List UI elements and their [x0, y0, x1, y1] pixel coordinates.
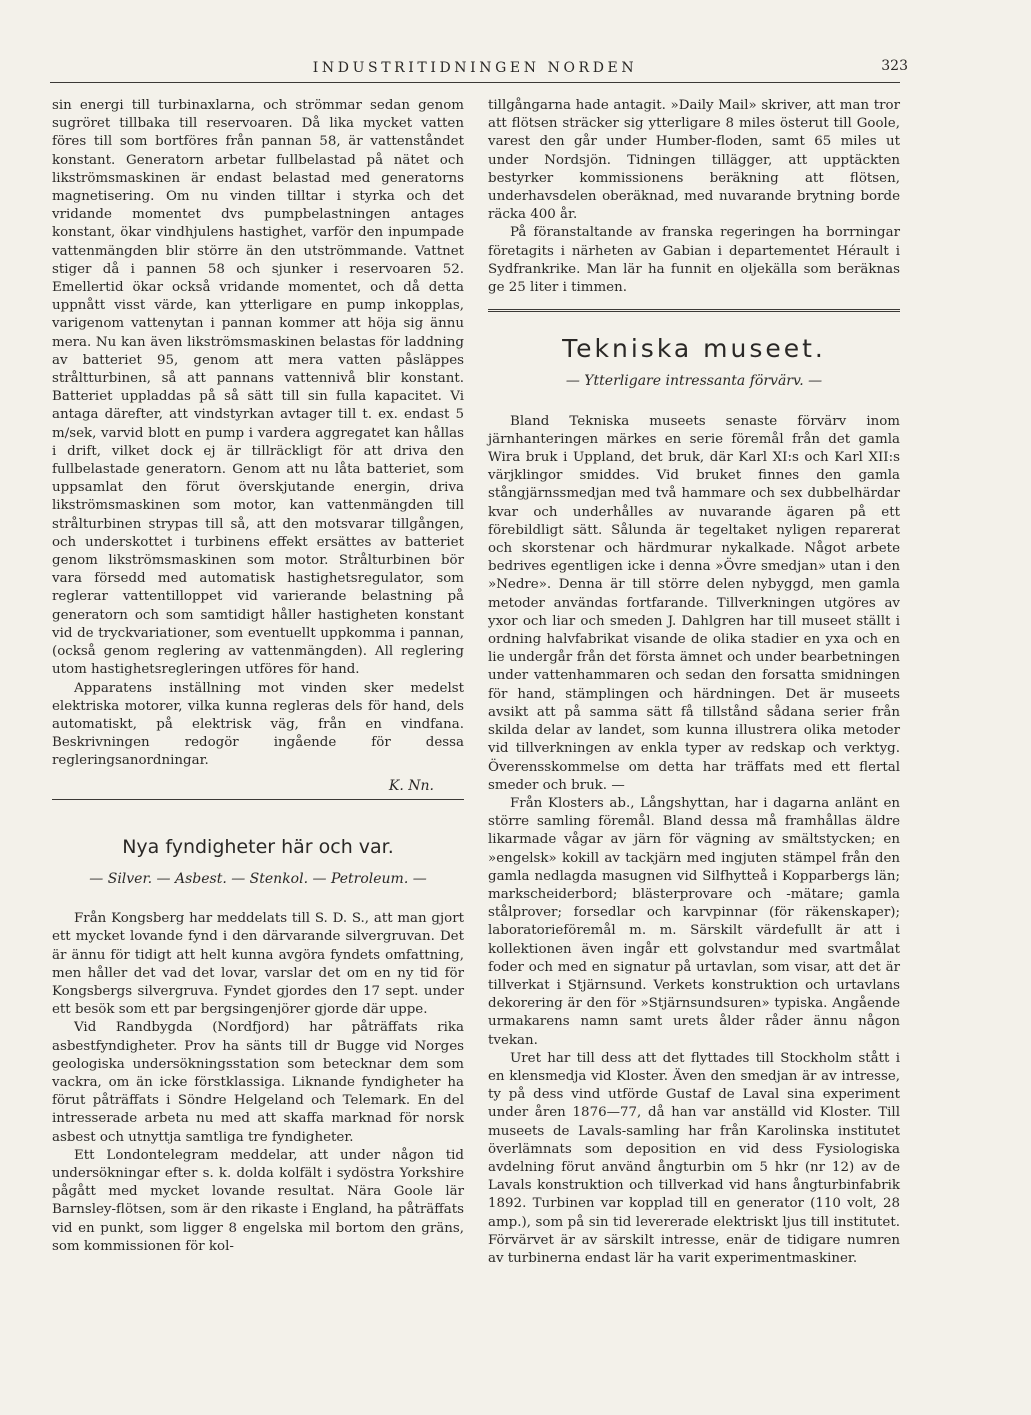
article-text: tillgångarna hade antagit. »Daily Mail» skriver, att man tror att flötsen sträcker sig ytterligare 8 miles österut till Goole, varest den går under Humber-floden, samt 65 miles ut under Nordsjön. Tidningen tillägger, att upptäckten bestyrker kommissionens beräkning att flötsen, underhavsdelen oberäknad, med nuvarande brytning borde räcka 400 år.: [488, 98, 900, 223]
page-header: [50, 58, 908, 80]
article-text: sin energi till turbinaxlarna, och strömmar sedan genom sugröret tillbaka till reservoaren. Då lika mycket vatten föres till som bortföres från pannan 58, är vattenståndet konstant. Generatorn arbetar fullbelastad på nätet och likströmsmaskinen är endast belastad med generatorns magnetisering. Om nu vinden tilltar i styrka och det vridande momentet dvs pumpbelastningen antages konstant, ökar vindhjulens hastighet, varför den inpumpade vattenmängden blir större än den utströmmande. Vattnet stiger då i pannen 58 och sjunker i reservoaren 52. Emellertid ökar också vridande momentet, och då detta uppnått visst värde, kan ytterligare en pump inkopplas, varigenom vattenytan i pannan kommer att höja sig ännu mera. Nu kan även likströmsmaskinen belastas för laddning av batteriet 95, genom att mera vatten påsläppes stråltturbinen, så att pannans vattennivå blir konstant. Batteriet uppladdas på så sätt till sin fulla kapacitet. Vi antaga därefter, att vindstyrkan avtager till t. ex. endast 5 m/sek, varvid blott en pump i vardera aggregatet kan hållas i drift, vilket dock ej är tillräckligt för att driva den fullbelastade generatorn. Genom att nu låta batteriet, som uppsamlat den förut överskjutande energin, driva likströmsmaskinen som motor, kan vattenmängden till strålturbinen strypas till så, att den motsvarar tillgången, och underskottet i turbinens effekt ersättes av batteriet genom likströmsmaskinen som motor. Strålturbinen bör vara försedd med automatisk hastighetsregulator, som reglerar vattentilloppet vid varierande belastning på generatorn och som samtidigt håller hastigheten konstant vid de tryckvariationer, som eventuellt uppkomma i pannan, (också genom reglering av vattenmängden). All reglering utom hastighetsregleringen utföres för hand.: [52, 98, 464, 678]
left-column: [52, 97, 464, 1256]
article-title: Nya fyndigheter här och var.: [122, 835, 394, 858]
article-subtitle: — Ytterligare intressanta förvärv. —: [565, 373, 823, 390]
article-text: Ett Londontelegram meddelar, att under någon tid undersökningar efter s. k. dolda kolfält i sydöstra Yorkshire pågått med mycket lovande resultat. Nära Goole lär Barnsley-flötsen, som är den rikaste i England, ha påträffats vid en punkt, som ligger 8 engelska mil bortom den gräns, som kommissionen för kol-: [52, 1147, 464, 1254]
author-signature: K. Nn.: [388, 777, 434, 794]
article-text: Vid Randbygda (Nordfjord) har påträffats rika asbestfyndigheter. Prov ha sänts till dr Bugge vid Norges geologiska undersökningsstation som betecknar dem som vackra, om än icke förstklassiga. Liknande fyndigheter ha förut påträffats i Söndre Helgeland och Telemark. En del intresserade arbeta nu med att skaffa marknad för norsk asbest och utnyttja samtliga tre fyndigheter.: [52, 1020, 464, 1145]
right-column: [488, 97, 900, 1268]
article-text: Från Klosters ab., Långshyttan, har i dagarna anlänt en större samling föremål. Bland dessa må framhållas äldre likarmade vågar av järn för vägning av smältstycken; en »engelsk» kokill av tackjärn med ingjuten stämpel från den gamla nedlagda masugnen vid Silfhytteå i Kopparbergs län; markscheiderbord; blästerprovare och -mätare; gamla stålprover; forsedlar och karvpinnar (för räkenskaper); laboratorieföremål m. m. Särskilt värdefullt är att i kollektionen även ingår ett golvstandur med svartmålat foder och med en signatur på urtavlan, som visar, att det är tillverkat i Stjärnsund. Verkets konstruktion och urtavlans dekorering är den för »Stjärnsundsuren» typiska. Angående urmakarens namn samt urets ålder råder ännu någon tvekan.: [488, 795, 900, 1048]
section-divider: [488, 309, 900, 312]
article-text: Från Kongsberg har meddelats till S. D. S., att man gjort ett mycket lovande fynd i den därvarande silvergruvan. Det är ännu för tidigt att helt kunna avgöra fyndets omfattning, men håller det vad det lovar, varslar det om en ny tid för Kongsbergs silvergruva. Fyndet gjordes den 17 sept. under ett besök som ett par bergsingenjörer gjorde där uppe.: [52, 911, 464, 1018]
journal-title: INDUSTRITIDNINGEN NORDEN: [312, 60, 638, 76]
article-text: På föranstaltande av franska regeringen ha borrningar företagits i närheten av Gabian i departementet Hérault i Sydfrankrike. Man lär ha funnit en oljekälla som beräknas ge 25 liter i timmen.: [488, 225, 900, 296]
article-text: Apparatens inställning mot vinden sker medelst elektriska motorer, vilka kunna regleras dels för hand, dels automatiskt, på elektrisk väg, från en vindfana. Beskrivningen redogör ingående för dessa regleringsanordningar.: [52, 680, 464, 769]
page-number: 323: [881, 58, 908, 74]
article-title: Tekniska museet.: [562, 334, 826, 364]
article-text: Uret har till dess att det flyttades till Stockholm stått i en klensmedja vid Kloster. Även den smedjan är av intresse, ty på dess vind utförde Gustaf de Laval sina experiment under åren 1876—77, då han var anställd vid Kloster. Till museets de Lavals-samling har från Karolinska institutet överlämnats som deposition en vid dess Fysiologiska avdelning förut använd ångturbin om 5 hkr (nr 12) av de Lavals konstruktion och tillverkad vid hans ångturbinfabrik 1892. Turbinen var kopplad till en generator (110 volt, 28 amp.), som på sin tid levererade elektriskt ljus till institutet. Förvärvet är av särskilt intresse, enär de tidigare numren av turbinerna endast lär ha varit experimentmaskiner.: [488, 1050, 900, 1266]
section-divider: [52, 799, 464, 800]
article-subtitle: — Silver. — Asbest. — Stenkol. — Petroleum. —: [89, 870, 427, 887]
header-rule: [50, 82, 900, 83]
article-text: Bland Tekniska museets senaste förvärv inom järnhanteringen märkes en serie föremål från det gamla Wira bruk i Uppland, det bruk, där Karl XI:s och Karl XII:s värjklingor smiddes. Vid bruket finnes den gamla stångjärnssmedjan med två hammare och sex dubbelhärdar kvar och underhålles av nuvarande ägaren på ett förebildligt sätt. Sålunda är tegeltaket nyligen reparerat och skorstenar och härdmurar nykalkade. Något arbete bedrives egentligen icke i denna »Övre smedjan» utan i den »Nedre». Denna är till större delen nybyggd, men gamla metoder användas fortfarande. Tillverkningen utgöres av yxor och liar och smeden J. Dahlgren har till museet ställt i ordning halvfabrikat visande de olika stadier en yxa och en lie undergår från det första ämnet och under bearbetningen under vattenhammaren och sedan den forsatta smidningen för hand, stämplingen och härdningen. Det är museets avsikt att på samma sätt få tillstånd sådana serier från skilda delar av landet, som kunna illustrera olika metoder vid tillverkningen av enkla typer av redskap och verktyg. Överensskommelse om detta har träffats med ett flertal smeder och bruk. —: [488, 413, 900, 793]
